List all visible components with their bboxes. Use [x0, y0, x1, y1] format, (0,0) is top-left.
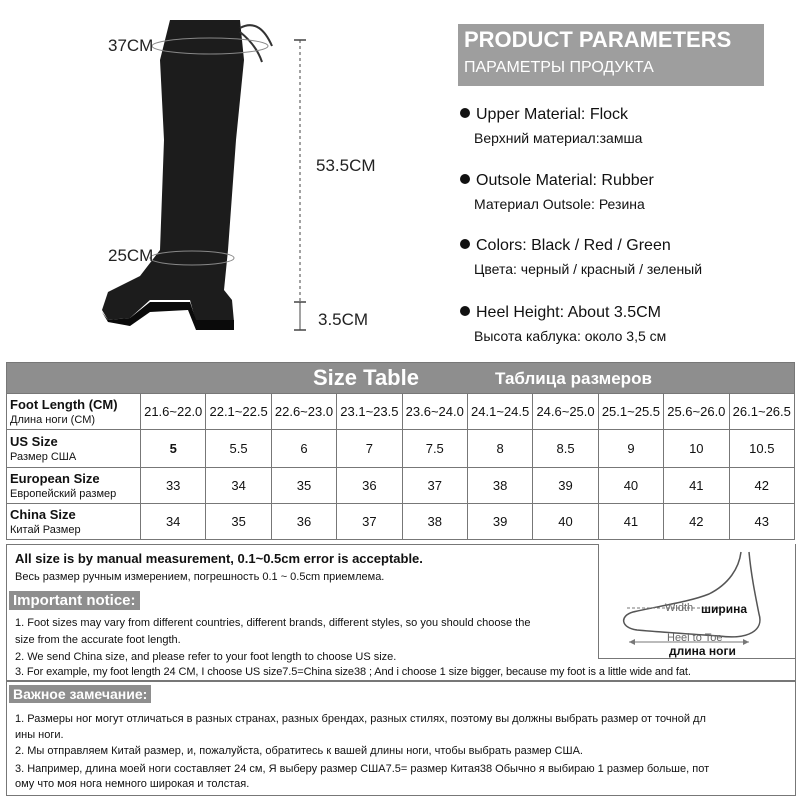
table-cell: 38 — [467, 468, 532, 504]
table-cell: 40 — [598, 468, 663, 504]
row-label — [7, 468, 141, 504]
length-label: Heel to Toe — [667, 632, 723, 644]
table-cell: 8 — [467, 430, 532, 468]
param-en: Upper Material: Flock — [476, 106, 629, 123]
table-cell: 5.5 — [206, 430, 271, 468]
row-label-en: China Size — [10, 506, 76, 522]
notes-russian — [6, 680, 796, 796]
size-table-header — [7, 363, 795, 394]
shaft-height-label: 53.5CM — [316, 156, 376, 175]
bullet-icon — [460, 239, 470, 249]
row-label-en: Foot Length (CM) — [10, 396, 118, 412]
table-cell: 26.1~26.5 — [729, 394, 795, 430]
table-cell: 42 — [664, 504, 729, 540]
table-cell: 38 — [402, 504, 467, 540]
table-cell: 36 — [271, 504, 336, 540]
table-cell: 23.1~23.5 — [337, 394, 402, 430]
table-cell: 21.6~22.0 — [141, 394, 206, 430]
row-label-en: US Size — [10, 433, 58, 449]
russian-line: 2. Мы отправляем Китай размер, и, пожалуйста, обратитесь к вашей длины ноги, чтобы выбрать размер США. — [15, 745, 583, 757]
top-circumference-label: 37CM — [108, 36, 154, 55]
table-cell: 37 — [337, 504, 402, 540]
foot-diagram — [598, 544, 795, 659]
width-label: Width — [665, 602, 694, 614]
size-table-title: Size Table — [313, 365, 419, 390]
table-cell: 6 — [271, 430, 336, 468]
bullet-icon — [460, 174, 470, 184]
important-line: 1. Foot sizes may vary from different countries, different brands, different styles, so you should choose the — [15, 617, 531, 629]
row-label — [7, 394, 141, 430]
important-notice-heading: Important notice: — [9, 591, 140, 610]
width-label-ru: ширина — [701, 602, 748, 616]
table-cell: 24.6~25.0 — [533, 394, 598, 430]
table-cell: 42 — [729, 468, 795, 504]
table-cell: 35 — [206, 504, 271, 540]
table-cell: 7 — [337, 430, 402, 468]
table-cell: 34 — [141, 504, 206, 540]
russian-line: 3. Например, длина моей ноги составляет 24 см, Я выберу размер США7.5= размер Китая38 Обычно я выбираю 1 размер больше, пот — [15, 763, 710, 775]
table-cell: 9 — [598, 430, 663, 468]
param-en: Colors: Black / Red / Green — [476, 237, 671, 254]
table-cell: 40 — [533, 504, 598, 540]
measurement-note: All size is by manual measurement, 0.1~0.5cm error is acceptable. — [15, 551, 423, 566]
param-upper-material — [460, 106, 790, 146]
table-cell: 10 — [664, 430, 729, 468]
bullet-icon — [460, 306, 470, 316]
table-cell: 25.1~25.5 — [598, 394, 663, 430]
table-cell: 37 — [402, 468, 467, 504]
table-cell: 22.6~23.0 — [271, 394, 336, 430]
table-cell: 5 — [141, 430, 206, 468]
parameters-title: PRODUCT PARAMETERS — [464, 27, 732, 52]
parameters-header — [458, 24, 764, 86]
table-row — [7, 468, 795, 504]
param-ru: Материал Outsole: Резина — [474, 196, 645, 212]
param-outsole-material — [460, 172, 790, 212]
calf-circumference-label: 25CM — [108, 246, 154, 265]
parameters-subtitle: ПАРАМЕТРЫ ПРОДУКТА — [464, 59, 654, 76]
table-cell: 36 — [337, 468, 402, 504]
table-cell: 10.5 — [729, 430, 795, 468]
table-cell: 24.1~24.5 — [467, 394, 532, 430]
table-cell: 8.5 — [533, 430, 598, 468]
table-cell: 7.5 — [402, 430, 467, 468]
table-cell: 33 — [141, 468, 206, 504]
row-label-ru: Размер США — [10, 450, 77, 463]
param-ru: Верхний материал:замша — [474, 130, 643, 146]
important-line: 2. We send China size, and please refer to your foot length to choose US size. — [15, 651, 397, 663]
param-ru: Высота каблука: около 3,5 см — [474, 328, 667, 344]
param-heel-height — [460, 304, 790, 344]
russian-line: ины ноги. — [15, 729, 64, 741]
important-line: 3. For example, my foot length 24 CM, I choose US size7.5=China size38 ; And i choose 1 size bigger, because my foot is a little wide and fat. — [15, 666, 691, 678]
param-colors — [460, 237, 790, 277]
table-cell: 34 — [206, 468, 271, 504]
row-label — [7, 430, 141, 468]
russian-notice-heading: Важное замечание: — [9, 685, 151, 703]
row-label-ru: Китай Размер — [10, 523, 81, 536]
param-ru: Цвета: черный / красный / зеленый — [474, 261, 703, 277]
row-label-en: European Size — [10, 470, 100, 486]
param-en: Heel Height: About 3.5CM — [476, 304, 661, 321]
table-cell: 25.6~26.0 — [664, 394, 729, 430]
table-cell: 43 — [729, 504, 795, 540]
important-line: size from the accurate foot length. — [15, 634, 181, 646]
measurement-note-ru: Весь размер ручным измерением, погрешность 0.1 ~ 0.5cm приемлема. — [15, 571, 385, 583]
size-table — [6, 362, 795, 540]
boot-illustration — [0, 0, 440, 360]
bullet-icon — [460, 108, 470, 118]
table-cell: 22.1~22.5 — [206, 394, 271, 430]
table-row — [7, 430, 795, 468]
heel-height-label: 3.5CM — [318, 310, 369, 329]
row-label-ru: Длина ноги (CM) — [10, 413, 96, 426]
russian-line: ому что моя нога немного широкая и толстая. — [15, 778, 250, 790]
size-table-title-ru: Таблица размеров — [495, 369, 652, 388]
table-cell: 35 — [271, 468, 336, 504]
table-cell: 39 — [533, 468, 598, 504]
table-cell: 39 — [467, 504, 532, 540]
row-label-ru: Европейский размер — [10, 487, 117, 500]
table-row — [7, 394, 795, 430]
table-cell: 41 — [598, 504, 663, 540]
table-row — [7, 504, 795, 540]
russian-line: 1. Размеры ног могут отличаться в разных странах, разных брендах, разных стилях, поэтому вы должны выбрать размер от точной дл — [15, 713, 706, 725]
param-en: Outsole Material: Rubber — [476, 172, 654, 189]
row-label — [7, 504, 141, 540]
boot-image — [0, 0, 440, 360]
table-cell: 23.6~24.0 — [402, 394, 467, 430]
table-cell: 41 — [664, 468, 729, 504]
length-label-ru: длина ноги — [669, 644, 736, 658]
